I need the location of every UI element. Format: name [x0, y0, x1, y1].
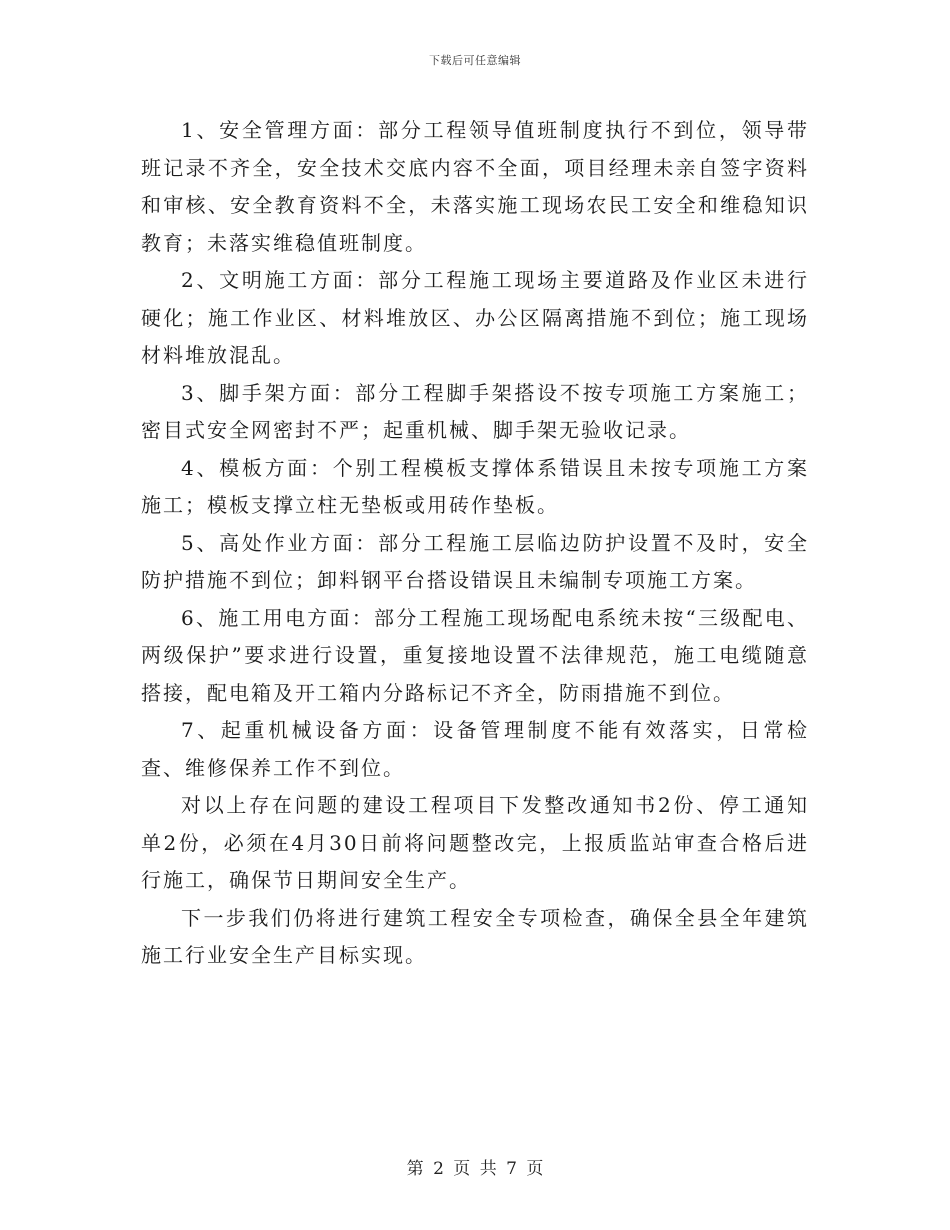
- page-number-footer: 第 2 页 共 7 页: [406, 1159, 544, 1179]
- paragraph-rectification-notice: 对以上存在问题的建设工程项目下发整改通知书2份、停工通知单2份，必须在4月30日前将问题整改完，上报质监站审查合格后进行施工，确保节日期间安全生产。: [141, 793, 809, 892]
- paragraph-formwork: 4、模板方面：个别工程模板支撑体系错误且未按专项施工方案施工；模板支撑立柱无垫板或用砖作垫板。: [141, 455, 809, 517]
- paragraph-next-steps: 下一步我们仍将进行建筑工程安全专项检查，确保全县全年建筑施工行业安全生产目标实现。: [141, 905, 809, 967]
- page-header: 下载后可任意编辑: [429, 54, 521, 67]
- paragraph-civilized-construction: 2、文明施工方面：部分工程施工现场主要道路及作业区未进行硬化；施工作业区、材料堆放区、办公区隔离措施不到位；施工现场材料堆放混乱。: [141, 268, 809, 367]
- document-body: [141, 112, 809, 975]
- paragraph-work-at-height: 5、高处作业方面：部分工程施工层临边防护设置不及时，安全防护措施不到位；卸料钢平台搭设错误且未编制专项施工方案。: [141, 530, 809, 592]
- paragraph-scaffolding: 3、脚手架方面：部分工程脚手架搭设不按专项施工方案施工；密目式安全网密封不严；起重机械、脚手架无验收记录。: [141, 380, 809, 442]
- paragraph-lifting-equipment: 7、起重机械设备方面：设备管理制度不能有效落实，日常检查、维修保养工作不到位。: [141, 718, 809, 780]
- paragraph-construction-electricity: 6、施工用电方面：部分工程施工现场配电系统未按“三级配电、两级保护”要求进行设置，重复接地设置不法律规范，施工电缆随意搭接，配电箱及开工箱内分路标记不齐全，防雨措施不到位。: [141, 605, 809, 705]
- paragraph-safety-management: 1、安全管理方面：部分工程领导值班制度执行不到位，领导带班记录不齐全，安全技术交底内容不全面，项目经理未亲自签字资料和审核、安全教育资料不全，未落实施工现场农民工安全和维稳知识教育；未落实维稳值班制度。: [141, 118, 809, 255]
